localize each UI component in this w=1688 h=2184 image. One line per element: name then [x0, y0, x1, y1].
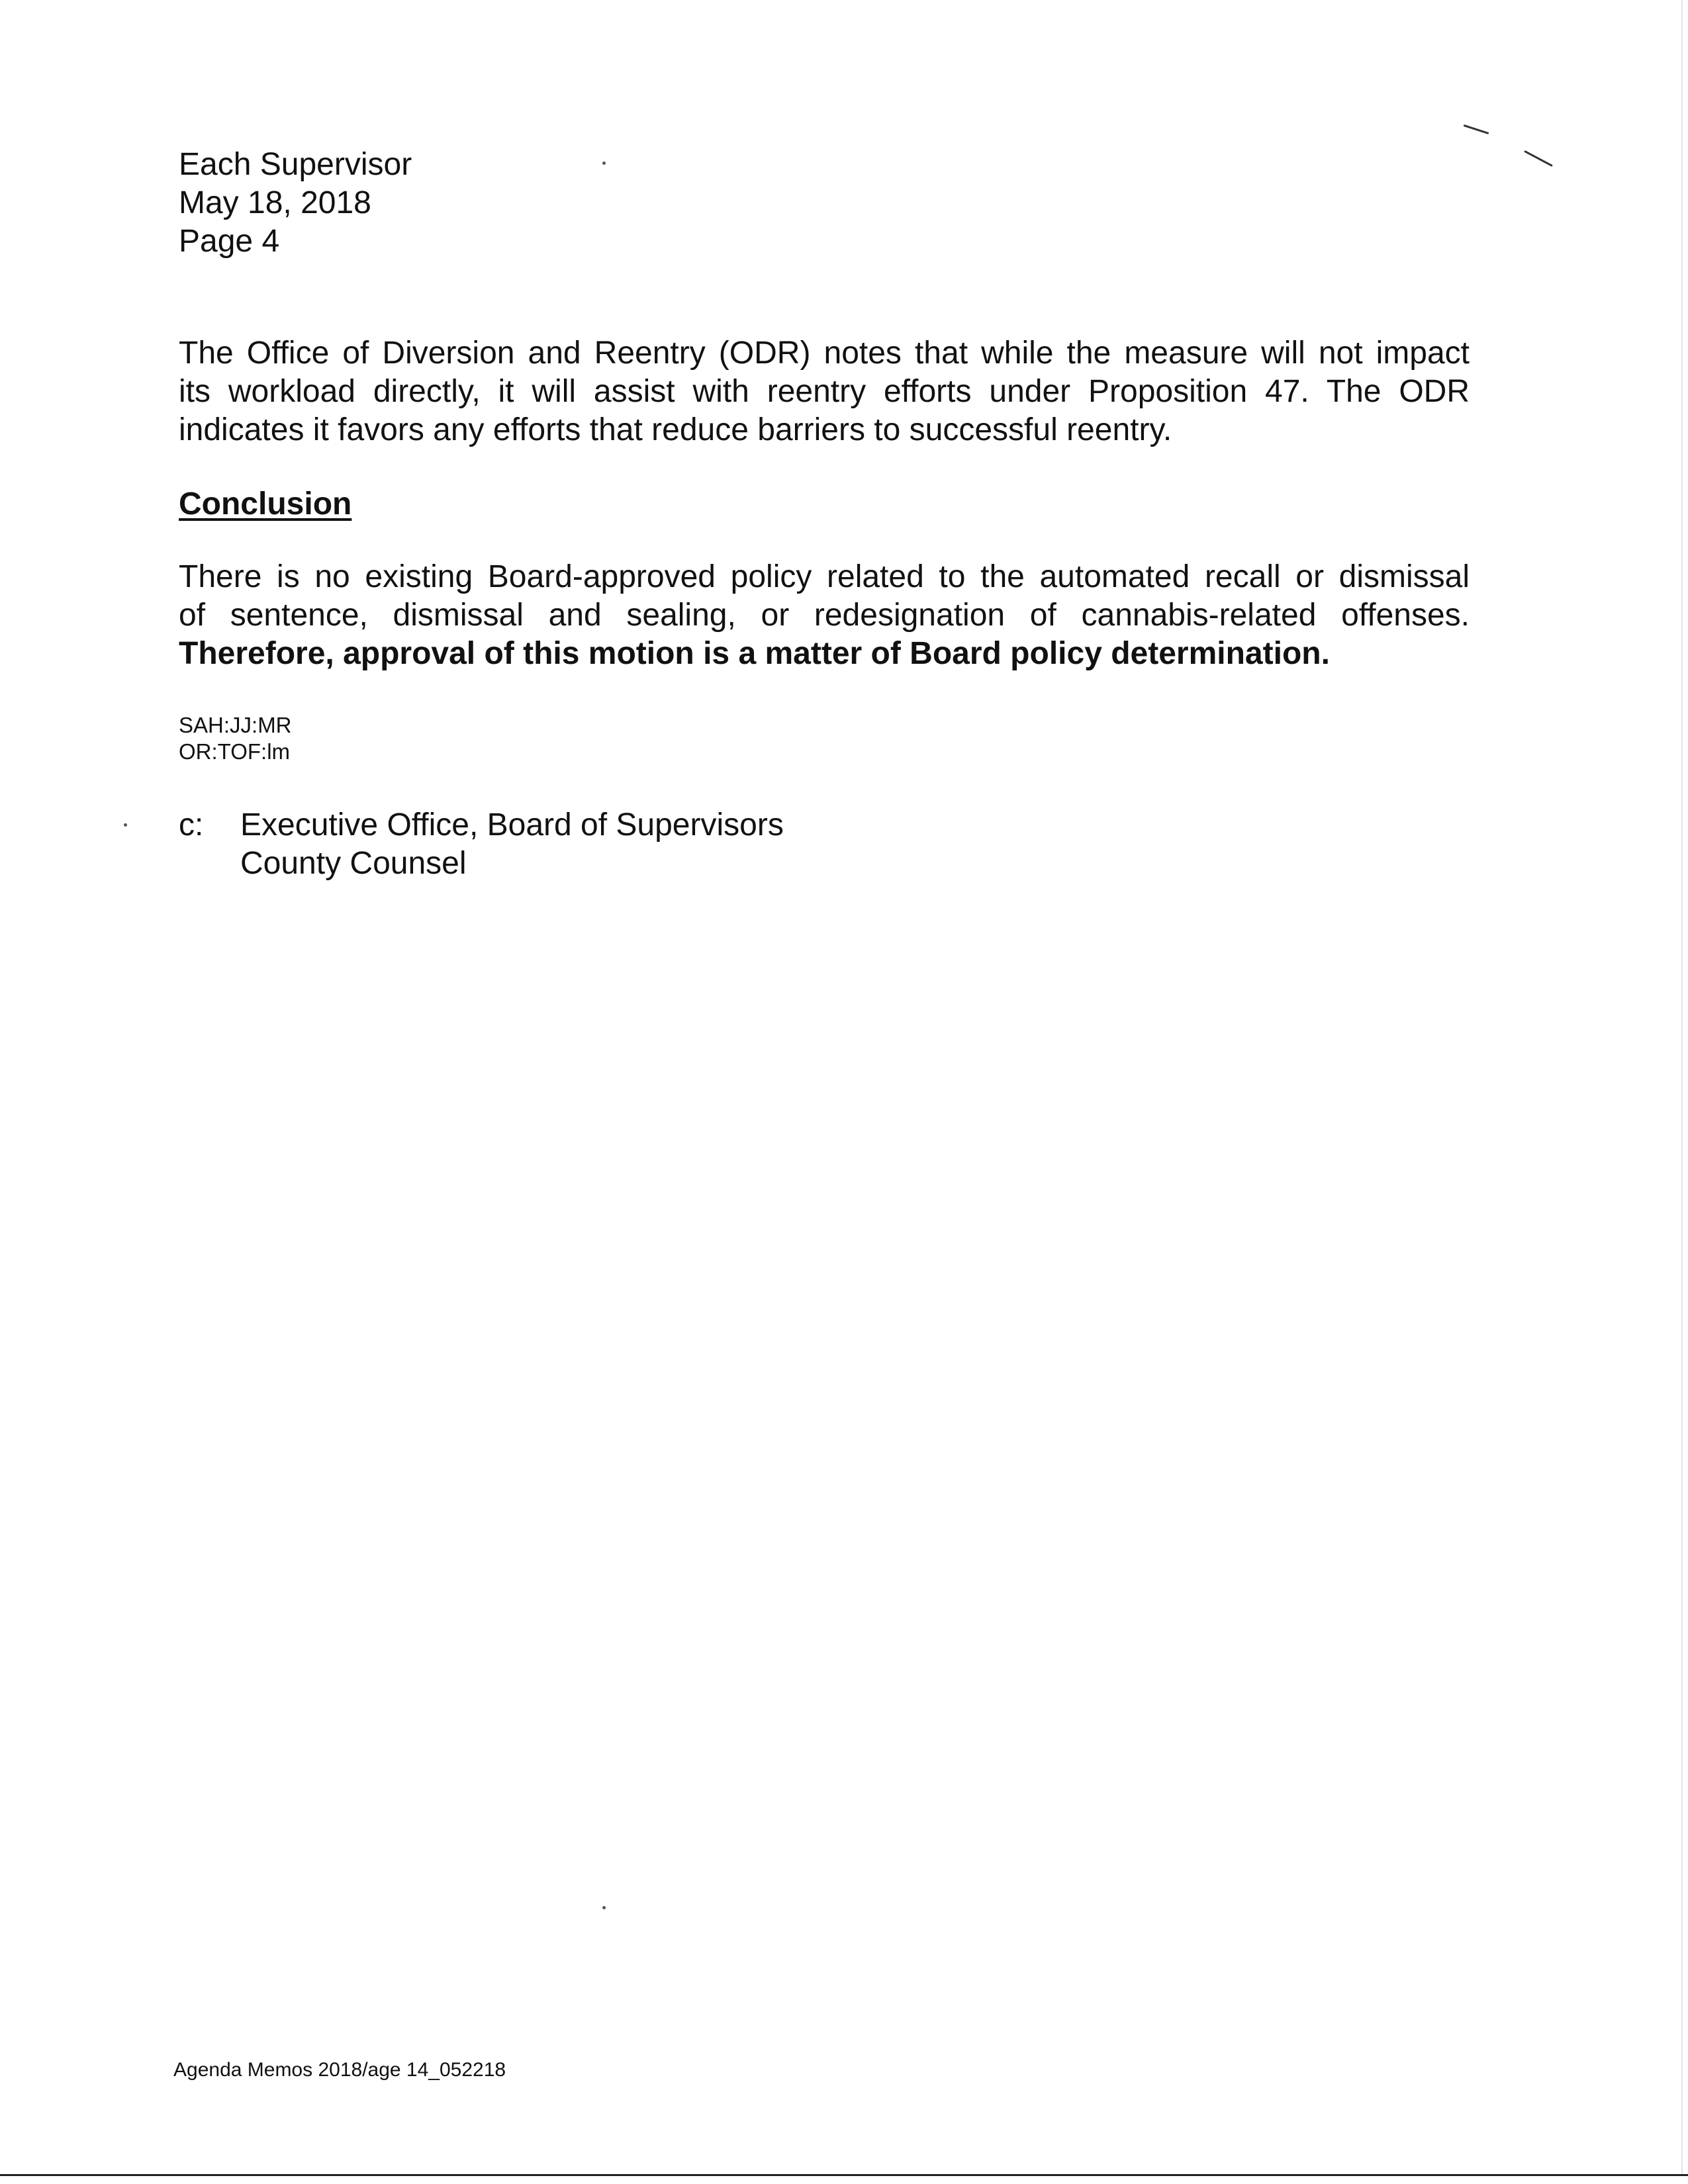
odr-paragraph: [179, 334, 1470, 449]
scan-artifact: [1524, 150, 1553, 167]
paragraph-line: indicates it favors any efforts that reduce barriers to successful reentry.: [179, 412, 1172, 447]
conclusion-paragraph: [179, 558, 1470, 673]
recipient-line: Each Supervisor: [179, 147, 412, 182]
page-number: Page 4: [179, 224, 280, 259]
file-reference-footer: Agenda Memos 2018/age 14_052218: [173, 2059, 506, 2081]
paragraph-line: The Office of Diversion and Reentry (ODR) notes that while the measure will not impact: [179, 336, 1470, 371]
conclusion-heading: Conclusion: [179, 486, 352, 522]
cc-recipient: Executive Office, Board of Supervisors: [240, 807, 784, 842]
scan-speck: [124, 823, 127, 827]
scan-speck: [602, 1906, 606, 1909]
paragraph-line: of sentence, dismissal and sealing, or redesignation of cannabis-related offenses.: [179, 598, 1470, 633]
initials-line: OR:TOF:lm: [179, 739, 291, 764]
bottom-rule: [0, 2174, 1688, 2176]
paragraph-line: its workload directly, it will assist with reentry efforts under Proposition 47. The ODR: [179, 374, 1470, 409]
reference-initials: [179, 712, 292, 765]
scan-artifact: [1464, 124, 1489, 134]
paragraph-line: There is no existing Board-approved policy related to the automated recall or dismissal: [179, 559, 1470, 594]
cc-recipients: [240, 806, 784, 883]
cc-recipient: County Counsel: [240, 846, 467, 881]
initials-line: SAH:JJ:MR: [179, 713, 292, 737]
page-edge: [1681, 0, 1683, 2174]
policy-determination-statement: Therefore, approval of this motion is a matter of Board policy determination.: [179, 636, 1330, 671]
cc-label: c:: [179, 807, 204, 842]
date-line: May 18, 2018: [179, 185, 371, 220]
memo-header: [179, 146, 1470, 261]
